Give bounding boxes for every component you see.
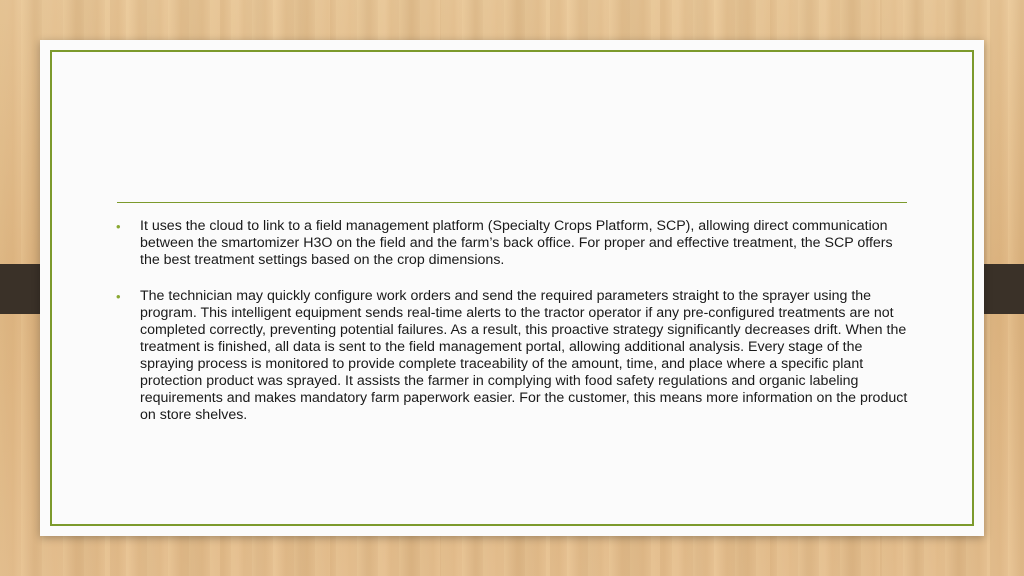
slide-body [114,218,914,443]
bullet-text: It uses the cloud to link to a field management platform (Specialty Crops Platform, SCP), allowing direct communication between the smartomizer H3O on the field and the farm’s back office. For proper and effective treatment, the SCP offers the best treatment settings based on the crop dimensions. [140,218,893,268]
bullet-dot-icon: • [116,289,121,304]
bullet-item-cloud [114,218,914,269]
bullet-text: The technician may quickly configure work orders and send the required parameters straight to the sprayer using the program. This intelligent equipment sends real-time alerts to the tractor operator if any pre-configured treatments are not completed correctly, preventing potential failures. As a result, this proactive strategy significantly decreases drift. When the treatment is finished, all data is sent to the field management portal, allowing additional analysis. Every stage of the spraying process is monitored to provide complete traceability of the amount, time, and place where a specific plant protection product was sprayed. It assists the farmer in complying with food safety regulations and organic labeling requirements and makes mandatory farm paperwork easier. For the customer, this means more information on the product on store shelves. [140,288,908,423]
bullet-dot-icon: • [116,219,121,234]
bullet-item-technician [114,288,914,424]
title-divider [117,202,907,203]
